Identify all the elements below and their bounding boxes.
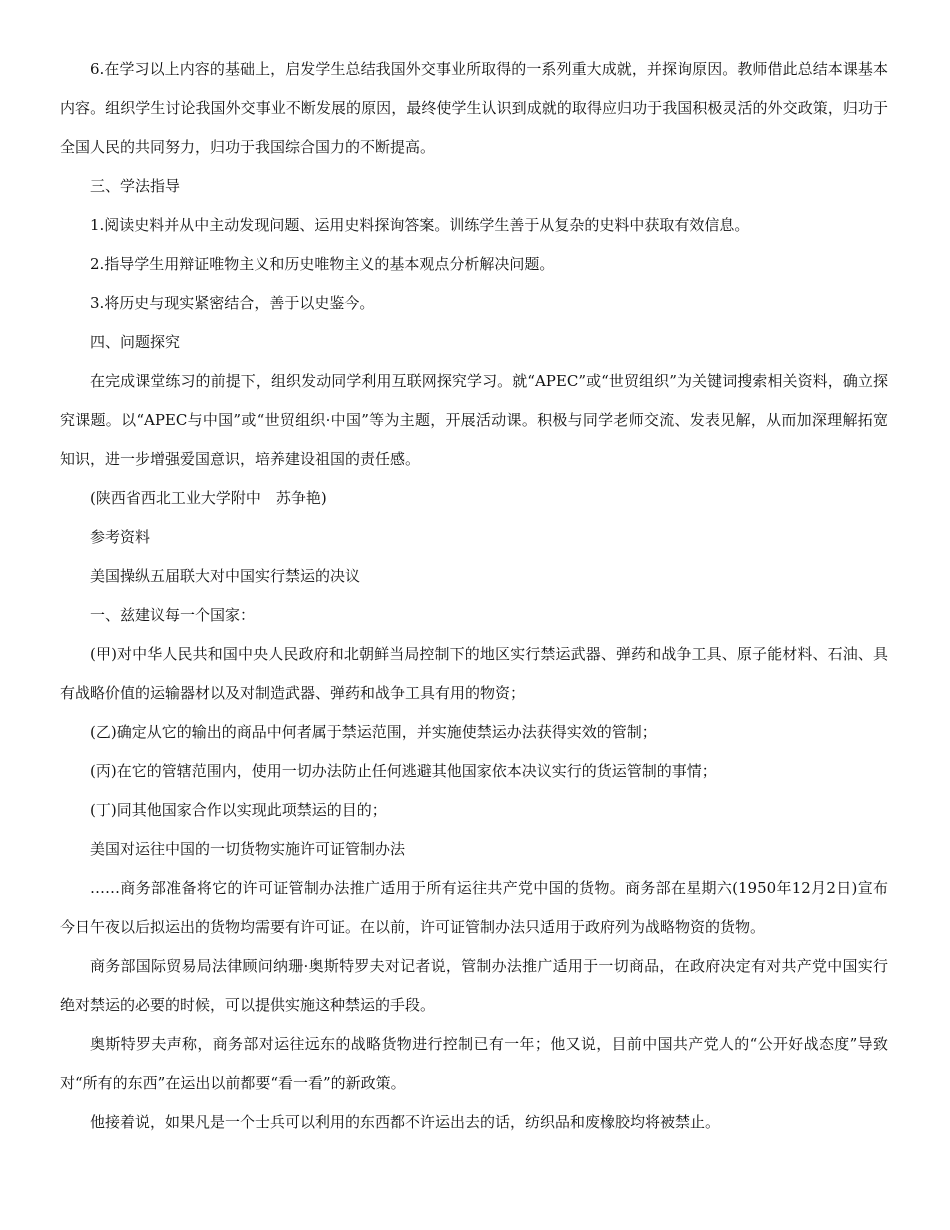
license-paragraph-4: 他接着说，如果凡是一个士兵可以利用的东西都不许运出去的话，纺织品和废橡胶均将被禁止。 xyxy=(90,1113,721,1131)
resolution-intro: 一、兹建议每一个国家： xyxy=(90,606,256,624)
section-heading-inquiry: 四、问题探究 xyxy=(90,333,181,351)
license-paragraph-2: 商务部国际贸易局法律顾问纳珊·奥斯特罗夫对记者说，管制办法推广适用于一切商品，在政府决定有对共产党中国实行绝对禁运的必要的时候，可以提供实施这种禁运的手段。 xyxy=(60,957,888,1014)
license-paragraph-1: ……商务部准备将它的许可证管制办法推广适用于所有运往共产党中国的货物。商务部在星期六(1950年12月2日)宣布今日午夜以后拟运出的货物均需要有许可证。在以前，许可证管制办法只适用于政府列为战略物资的货物。 xyxy=(60,879,888,936)
author-line: (陕西省西北工业大学附中 苏争艳) xyxy=(90,489,327,507)
section-heading-method: 三、学法指导 xyxy=(90,177,181,195)
resolution-title: 美国操纵五届联大对中国实行禁运的决议 xyxy=(90,567,361,585)
license-title: 美国对运往中国的一切货物实施许可证管制办法 xyxy=(90,840,406,858)
method-item-3: 3.将历史与现实紧密结合，善于以史鉴今。 xyxy=(90,294,375,312)
summary-paragraph: 6.在学习以上内容的基础上，启发学生总结我国外交事业所取得的一系列重大成就，并探询原因。教师借此总结本课基本内容。组织学生讨论我国外交事业不断发展的原因，最终使学生认识到成就的取得应归功于我国积极灵活的外交政策，归功于全国人民的共同努力，归功于我国综合国力的不断提高。 xyxy=(60,60,888,156)
method-item-1: 1.阅读史料并从中主动发现问题、运用史料探询答案。训练学生善于从复杂的史料中获取有效信息。 xyxy=(90,216,750,234)
resolution-item-b: (乙)确定从它的输出的商品中何者属于禁运范围，并实施使禁运办法获得实效的管制； xyxy=(90,723,657,741)
license-paragraph-3: 奥斯特罗夫声称，商务部对运往远东的战略货物进行控制已有一年；他又说，目前中国共产党人的“公开好战态度”导致对“所有的东西”在运出以前都要“看一看”的新政策。 xyxy=(60,1035,888,1092)
resolution-item-c: (丙)在它的管辖范围内，使用一切办法防止任何逃避其他国家依本决议实行的货运管制的事情； xyxy=(90,762,717,780)
resolution-item-a: (甲)对中华人民共和国中央人民政府和北朝鲜当局控制下的地区实行禁运武器、弹药和战争工具、原子能材料、石油、具有战略价值的运输器材以及对制造武器、弹药和战争工具有用的物资； xyxy=(60,645,888,702)
resolution-item-d: (丁)同其他国家合作以实现此项禁运的目的； xyxy=(90,801,387,819)
method-item-2: 2.指导学生用辩证唯物主义和历史唯物主义的基本观点分析解决问题。 xyxy=(90,255,555,273)
inquiry-paragraph: 在完成课堂练习的前提下，组织发动同学利用互联网探究学习。就“APEC”或“世贸组织”为关键词搜索相关资料，确立探究课题。以“APEC与中国”或“世贸组织·中国”等为主题，开展活动课。积极与同学老师交流、发表见解，从而加深理解拓宽知识，进一步增强爱国意识，培养建设祖国的责任感。 xyxy=(60,372,888,468)
reference-heading: 参考资料 xyxy=(90,528,151,546)
